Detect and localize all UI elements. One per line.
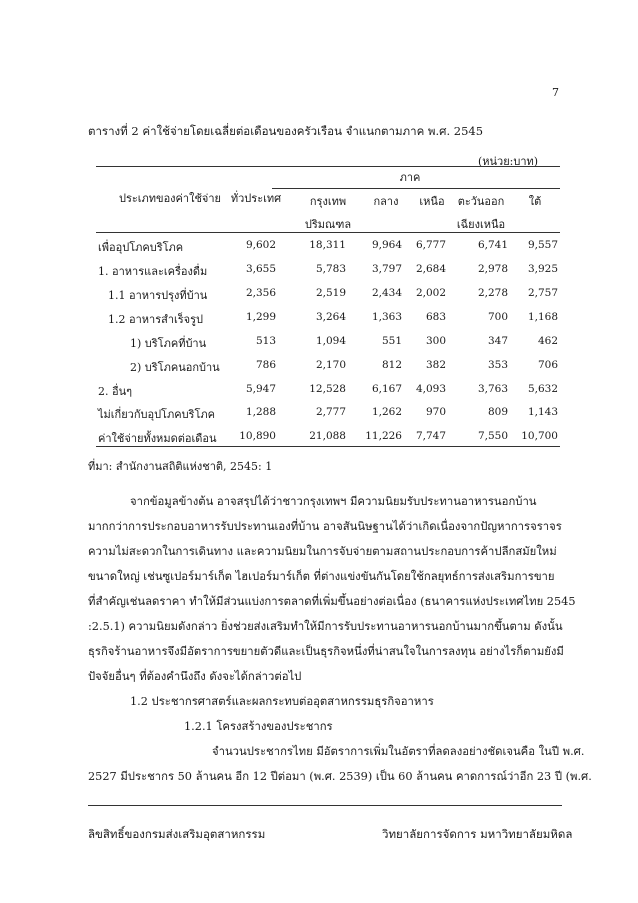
row-label: 2. อื่นๆ	[98, 385, 133, 398]
table-cell: 10,890	[239, 430, 276, 442]
table-cell: 9,602	[245, 239, 276, 251]
row-label: 1.1 อาหารปรุงที่บ้าน	[108, 289, 208, 302]
paragraph-line: จากข้อมูลข้างต้น อาจสรุปได้ว่าชาวกรุงเทพฯ มีความนิยมรับประทานอาหารนอกบ้าน	[130, 495, 537, 508]
table-top-rule	[96, 166, 560, 167]
row-label: เพื่ออุปโภคบริโภค	[98, 241, 184, 254]
table-cell: 11,226	[365, 430, 402, 442]
table-cell: 786	[255, 359, 276, 371]
table-cell: 18,311	[309, 239, 346, 251]
table-cell: 347	[487, 335, 508, 347]
paragraph-line: ที่สำคัญเช่นลดราคา ทำให้มีส่วนแบ่งการตลาดที่เพิ่มขึ้นอย่างต่อเนื่อง (ธนาคารแห่งประเทศไทย 2545	[88, 595, 576, 608]
section-heading-1-2: 1.2 ประชากรศาสตร์และผลกระทบต่ออุตสาหกรรมธุรกิจอาหาร	[130, 695, 434, 708]
header-south: ใต้	[528, 195, 542, 208]
table-cell: 9,557	[527, 239, 558, 251]
table-cell: 683	[425, 311, 446, 323]
row-label: 2) บริโภคนอกบ้าน	[130, 361, 220, 374]
table-cell: 2,777	[315, 406, 346, 418]
table-cell: 4,093	[415, 383, 446, 395]
table-title: ตารางที่ 2 ค่าใช้จ่ายโดยเฉลี่ยต่อเดือนของครัวเรือน จำแนกตามภาค พ.ศ. 2545	[88, 124, 484, 138]
row-label: 1.2 อาหารสำเร็จรูป	[108, 313, 204, 326]
footer-right: วิทยาลัยการจัดการ มหาวิทยาลัยมหิดล	[382, 827, 573, 841]
table-cell: 462	[537, 335, 558, 347]
header-category: ประเภทของค่าใช้จ่าย	[119, 192, 221, 205]
table-cell: 2,278	[477, 287, 508, 299]
table-cell: 513	[255, 335, 276, 347]
table-cell: 6,741	[477, 239, 508, 251]
paragraph-line: ปัจจัยอื่นๆ ที่ต้องคำนึงถึง ดังจะได้กล่าวต่อไป	[88, 670, 302, 683]
table-cell: 1,143	[527, 406, 558, 418]
table-cell: 21,088	[309, 430, 346, 442]
row-label: ไม่เกี่ยวกับอุปโภคบริโภค	[98, 408, 215, 421]
page-number: 7	[552, 86, 559, 99]
table-cell: 2,434	[371, 287, 402, 299]
table-cell: 3,925	[527, 263, 558, 275]
header-northeast-line2: เฉียงเหนือ	[456, 218, 506, 231]
paragraph-line: มากกว่าการประกอบอาหารรับประทานเองที่บ้าน อาจสันนิษฐานได้ว่าเกิดเนื่องจากปัญหาการจราจร	[88, 520, 562, 533]
table-unit: (หน่วย:บาท)	[478, 155, 539, 168]
paragraph-line: ขนาดใหญ่ เช่นซูเปอร์มาร์เก็ต ไฮเปอร์มาร์เก็ต ที่ต่างแข่งขันกันโดยใช้กลยุทธ์การส่งเสริมการขาย	[88, 570, 555, 583]
table-cell: 551	[381, 335, 402, 347]
table-cell: 1,094	[315, 335, 346, 347]
table-cell: 2,002	[415, 287, 446, 299]
header-bangkok-line2: ปริมณฑล	[304, 218, 352, 231]
row-label: 1) บริโภคที่บ้าน	[130, 337, 207, 350]
header-region-group: ภาค	[399, 171, 421, 184]
paragraph-line: :2.5.1) ความนิยมดังกล่าว ยิ่งช่วยส่งเสริมทำให้มีการรับประทานอาหารนอกบ้านมากขึ้นตาม ดังนั้น	[88, 620, 563, 633]
table-cell: 5,947	[245, 383, 276, 395]
table-cell: 5,783	[315, 263, 346, 275]
row-label: ค่าใช้จ่ายทั้งหมดต่อเดือน	[98, 432, 217, 445]
table-cell: 5,632	[527, 383, 558, 395]
header-northeast-line1: ตะวันออก	[457, 195, 505, 208]
footer-rule	[88, 805, 562, 806]
header-bangkok-line1: กรุงเทพ	[309, 195, 347, 208]
table-cell: 6,777	[415, 239, 446, 251]
table-cell: 2,978	[477, 263, 508, 275]
table-cell: 300	[425, 335, 446, 347]
table-cell: 1,262	[371, 406, 402, 418]
table-cell: 706	[537, 359, 558, 371]
paragraph-line: ธุรกิจร้านอาหารจึงมีอัตราการขยายตัวดีและเป็นธุรกิจหนึ่งที่น่าสนใจในการลงทุน อย่างไรก็ตามยังมี	[88, 645, 564, 658]
table-cell: 3,655	[245, 263, 276, 275]
header-central: กลาง	[373, 195, 399, 208]
table-cell: 6,167	[371, 383, 402, 395]
table-cell: 3,264	[315, 311, 346, 323]
section-heading-1-2-1: 1.2.1 โครงสร้างของประชากร	[184, 720, 333, 733]
table-cell: 1,363	[371, 311, 402, 323]
header-nationwide: ทั่วประเทศ	[230, 192, 282, 205]
table-cell: 2,356	[245, 287, 276, 299]
table-cell: 2,170	[315, 359, 346, 371]
table-cell: 809	[487, 406, 508, 418]
paragraph-line: ความไม่สะดวกในการเดินทาง และความนิยมในการจับจ่ายตามสถานประกอบการค้าปลีกสมัยใหม่	[88, 545, 557, 558]
table-cell: 3,763	[477, 383, 508, 395]
table-cell: 1,288	[245, 406, 276, 418]
table-cell: 700	[487, 311, 508, 323]
region-group-rule	[272, 188, 560, 189]
table-cell: 812	[381, 359, 402, 371]
footer-left: ลิขสิทธิ์ของกรมส่งเสริมอุตสาหกรรม	[88, 827, 266, 841]
row-label: 1. อาหารและเครื่องดื่ม	[98, 265, 208, 278]
table-cell: 970	[425, 406, 446, 418]
table-cell: 2,684	[415, 263, 446, 275]
table-cell: 1,168	[527, 311, 558, 323]
paragraph-line: 2527 มีประชากร 50 ล้านคน อีก 12 ปีต่อมา (พ.ศ. 2539) เป็น 60 ล้านคน คาดการณ์ว่าอีก 23 ปี (พ.ศ.	[88, 770, 592, 783]
paragraph-line: จำนวนประชากรไทย มีอัตราการเพิ่มในอัตราที่ลดลงอย่างชัดเจนคือ ในปี พ.ศ.	[212, 745, 585, 758]
table-source: ที่มา: สำนักงานสถิติแห่งชาติ, 2545: 1	[88, 460, 273, 473]
table-cell: 7,550	[477, 430, 508, 442]
header-north: เหนือ	[419, 195, 445, 208]
table-cell: 12,528	[309, 383, 346, 395]
table-cell: 3,797	[371, 263, 402, 275]
table-cell: 7,747	[415, 430, 446, 442]
table-cell: 9,964	[371, 239, 402, 251]
table-cell: 2,519	[315, 287, 346, 299]
table-cell: 353	[487, 359, 508, 371]
table-cell: 2,757	[527, 287, 558, 299]
table-cell: 10,700	[521, 430, 558, 442]
table-cell: 1,299	[245, 311, 276, 323]
table-cell: 382	[425, 359, 446, 371]
